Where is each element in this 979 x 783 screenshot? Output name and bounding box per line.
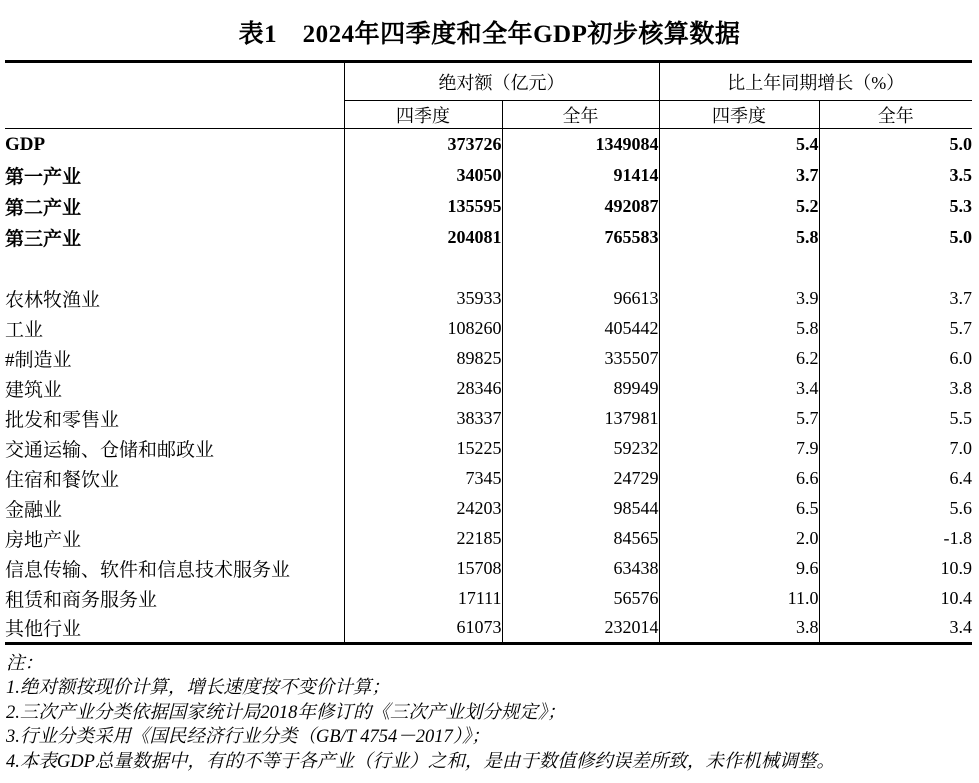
cell-q4-growth: 3.9 (659, 283, 819, 313)
cell-year-absolute: 405442 (502, 313, 659, 343)
table-row (5, 403, 972, 433)
row-label: 工业 (5, 319, 44, 341)
cell-year-absolute: 765583 (502, 222, 659, 253)
header-sub-absolute-q4: 四季度 (344, 101, 502, 129)
table-row (5, 283, 972, 313)
cell-q4-growth: 3.7 (659, 160, 819, 191)
note-item-4: 4.本表GDP总量数据中，有的不等于各产业（行业）之和，是由于数值修约误差所致，未作机械调整。 (6, 751, 835, 772)
cell-year-growth: 6.4 (819, 463, 972, 493)
table-row (5, 553, 972, 583)
cell-year-absolute: 59232 (502, 433, 659, 463)
cell-q4-growth: 7.9 (659, 433, 819, 463)
cell-year-growth: -1.8 (819, 523, 972, 553)
cell-q4-growth: 6.6 (659, 463, 819, 493)
page-title: 表1 2024年四季度和全年GDP初步核算数据 (238, 21, 741, 48)
gdp-table (5, 60, 972, 645)
cell-year-growth: 5.0 (819, 129, 972, 160)
spacer-cell (502, 253, 659, 283)
cell-q4-absolute: 15225 (344, 433, 502, 463)
cell-q4-growth: 5.8 (659, 222, 819, 253)
cell-year-absolute: 1349084 (502, 129, 659, 160)
row-label: 第二产业 (5, 198, 82, 219)
table-row (5, 463, 972, 493)
cell-year-growth: 10.9 (819, 553, 972, 583)
row-label: 住宿和餐饮业 (5, 469, 120, 491)
notes-heading: 注： (6, 653, 44, 674)
header-sub-growth-q4: 四季度 (659, 101, 819, 129)
table-row (5, 222, 972, 253)
cell-year-absolute: 63438 (502, 553, 659, 583)
table-row (5, 191, 972, 222)
cell-year-absolute: 91414 (502, 160, 659, 191)
cell-q4-absolute: 38337 (344, 403, 502, 433)
cell-q4-growth: 3.8 (659, 613, 819, 643)
row-label: 房地产业 (5, 529, 82, 551)
row-label: 建筑业 (5, 379, 63, 401)
cell-q4-growth: 5.2 (659, 191, 819, 222)
spacer-cell (344, 253, 502, 283)
cell-q4-absolute: 7345 (344, 463, 502, 493)
cell-year-growth: 3.4 (819, 613, 972, 643)
cell-year-growth: 5.6 (819, 493, 972, 523)
table-row (5, 313, 972, 343)
cell-q4-absolute: 22185 (344, 523, 502, 553)
header-corner-cell (5, 63, 344, 129)
table-spacer-row (5, 253, 972, 283)
cell-year-growth: 6.0 (819, 343, 972, 373)
note-item-3: 3.行业分类采用《国民经济行业分类（GB/T 4754－2017）》； (6, 727, 490, 747)
cell-q4-absolute: 35933 (344, 283, 502, 313)
cell-q4-absolute: 34050 (344, 160, 502, 191)
rule-bottom (5, 643, 972, 645)
table-notes (0, 652, 979, 775)
cell-q4-absolute: 89825 (344, 343, 502, 373)
cell-q4-absolute: 373726 (344, 129, 502, 160)
page-title-bar (0, 0, 979, 60)
table-row (5, 583, 972, 613)
cell-q4-absolute: 28346 (344, 373, 502, 403)
cell-year-absolute: 98544 (502, 493, 659, 523)
cell-q4-absolute: 135595 (344, 191, 502, 222)
table-row (5, 493, 972, 523)
note-item-2: 2.三次产业分类依据国家统计局2018年修订的《三次产业划分规定》； (6, 702, 566, 723)
cell-q4-growth: 11.0 (659, 583, 819, 613)
cell-year-growth: 5.7 (819, 313, 972, 343)
row-label: #制造业 (5, 349, 72, 371)
table-row (5, 160, 972, 191)
cell-year-absolute: 96613 (502, 283, 659, 313)
spacer-cell (819, 253, 972, 283)
table-row (5, 373, 972, 403)
row-label: 交通运输、仓储和邮政业 (5, 439, 215, 461)
table-row (5, 129, 972, 160)
header-sub-absolute-year: 全年 (502, 101, 659, 129)
cell-year-growth: 10.4 (819, 583, 972, 613)
cell-q4-growth: 6.2 (659, 343, 819, 373)
cell-q4-absolute: 204081 (344, 222, 502, 253)
cell-q4-growth: 6.5 (659, 493, 819, 523)
cell-year-absolute: 89949 (502, 373, 659, 403)
cell-q4-growth: 5.7 (659, 403, 819, 433)
table-header-group-row (5, 63, 972, 101)
cell-year-absolute: 137981 (502, 403, 659, 433)
header-group-growth: 比上年同期增长（%） (659, 63, 972, 101)
cell-year-absolute: 492087 (502, 191, 659, 222)
row-label: GDP (5, 133, 46, 155)
cell-q4-absolute: 24203 (344, 493, 502, 523)
cell-q4-absolute: 15708 (344, 553, 502, 583)
cell-q4-absolute: 61073 (344, 613, 502, 643)
gdp-table-container (5, 60, 972, 645)
row-label: 金融业 (5, 499, 63, 521)
cell-year-absolute: 335507 (502, 343, 659, 373)
table-row (5, 433, 972, 463)
row-label: 其他行业 (5, 618, 82, 640)
cell-q4-absolute: 17111 (344, 583, 502, 613)
cell-q4-growth: 5.4 (659, 129, 819, 160)
row-label: 批发和零售业 (5, 409, 120, 431)
row-label: 信息传输、软件和信息技术服务业 (5, 559, 291, 581)
note-item-1: 1.绝对额按现价计算，增长速度按不变价计算； (6, 678, 390, 698)
cell-year-absolute: 232014 (502, 613, 659, 643)
cell-year-absolute: 24729 (502, 463, 659, 493)
header-sub-growth-year: 全年 (819, 101, 972, 129)
cell-year-growth: 7.0 (819, 433, 972, 463)
table-bottom-rule (5, 643, 972, 645)
spacer-cell (659, 253, 819, 283)
cell-year-growth: 3.5 (819, 160, 972, 191)
cell-q4-growth: 2.0 (659, 523, 819, 553)
table-row (5, 343, 972, 373)
header-group-absolute: 绝对额（亿元） (344, 63, 659, 101)
cell-year-absolute: 56576 (502, 583, 659, 613)
spacer-label (5, 253, 344, 283)
table-row (5, 523, 972, 553)
cell-q4-absolute: 108260 (344, 313, 502, 343)
row-label: 农林牧渔业 (5, 289, 101, 311)
row-label: 第一产业 (5, 167, 82, 188)
row-label: 租赁和商务服务业 (5, 589, 158, 611)
table-row (5, 613, 972, 643)
cell-year-growth: 3.7 (819, 283, 972, 313)
cell-year-growth: 5.5 (819, 403, 972, 433)
cell-q4-growth: 3.4 (659, 373, 819, 403)
cell-year-growth: 5.3 (819, 191, 972, 222)
row-label: 第三产业 (5, 229, 82, 250)
cell-year-absolute: 84565 (502, 523, 659, 553)
cell-year-growth: 3.8 (819, 373, 972, 403)
cell-q4-growth: 9.6 (659, 553, 819, 583)
cell-q4-growth: 5.8 (659, 313, 819, 343)
cell-year-growth: 5.0 (819, 222, 972, 253)
